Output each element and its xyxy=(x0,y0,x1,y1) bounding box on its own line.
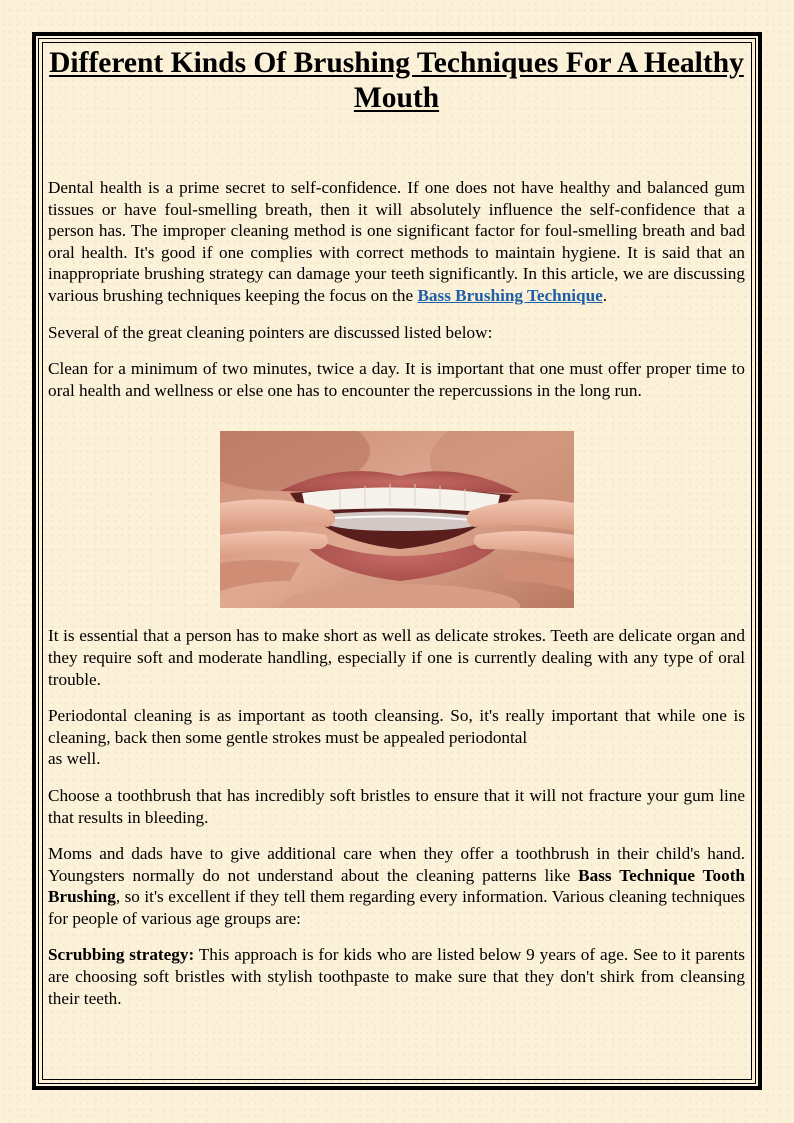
pointers-intro-paragraph: Several of the great cleaning pointers are discussed listed below: xyxy=(48,322,493,342)
scrubbing-text: This approach is for kids who are listed below 9 years of age. See to it parents are choosing soft bristles with stylish toothpaste to make sure that they don't shirk from cleansing their teeth. xyxy=(48,945,745,1008)
periodontal-paragraph xyxy=(48,705,745,770)
scrubbing-label: Scrubbing strategy: xyxy=(48,945,195,965)
periodontal-line-2: as well. xyxy=(48,749,101,769)
article xyxy=(48,46,745,1009)
intro-paragraph xyxy=(48,177,745,307)
scrubbing-paragraph xyxy=(48,944,745,1009)
soft-bristles-paragraph: Choose a toothbrush that has incredibly soft bristles to ensure that it will not fracture your gum line that results in bleeding. xyxy=(48,785,745,827)
parents-text-end: , so it's excellent if they tell them regarding every information. Various cleaning techniques for people of various age groups are: xyxy=(48,887,745,928)
short-strokes-paragraph: It is essential that a person has to make short as well as delicate strokes. Teeth are delicate organ and they require soft and moderate handling, especially if one is currently dealing with any type of oral trouble. xyxy=(48,626,745,689)
parents-text: Moms and dads have to give additional care when they offer a toothbrush in their child's hand. Youngsters normally do not understand about the cleaning patterns like xyxy=(48,844,745,885)
parents-paragraph xyxy=(48,843,745,929)
intro-text: Dental health is a prime secret to self-confidence. If one does not have healthy and balanced gum tissues or have foul-smelling breath, then it will absolutely influence the self-confidence that a person has. The improper cleaning method is one significant factor for foul-smelling breath and bad oral health. It's good if one complies with correct methods to maintain hygiene. It is said that an inappropriate brushing strategy can damage your teeth significantly. In this article, we are discussing various brushing techniques keeping the focus on the xyxy=(48,178,745,305)
article-title: Different Kinds Of Brushing Techniques For A Healthy Mouth xyxy=(49,47,744,114)
two-minutes-paragraph: Clean for a minimum of two minutes, twice a day. It is important that one must offer proper time to oral health and wellness or else one has to encounter the repercussions in the long run. xyxy=(48,359,745,400)
bass-brushing-technique-link[interactable]: Bass Brushing Technique xyxy=(417,285,603,305)
teeth-aligner-photo xyxy=(220,431,574,608)
intro-text-end: . xyxy=(602,285,608,305)
periodontal-line-1: Periodontal cleaning is as important as tooth cleansing. So, it's really important that while one is cleaning, back then some gentle strokes must be appealed periodontal xyxy=(48,706,745,747)
bass-technique-bold: Bass Technique Tooth Brushing xyxy=(48,865,745,907)
